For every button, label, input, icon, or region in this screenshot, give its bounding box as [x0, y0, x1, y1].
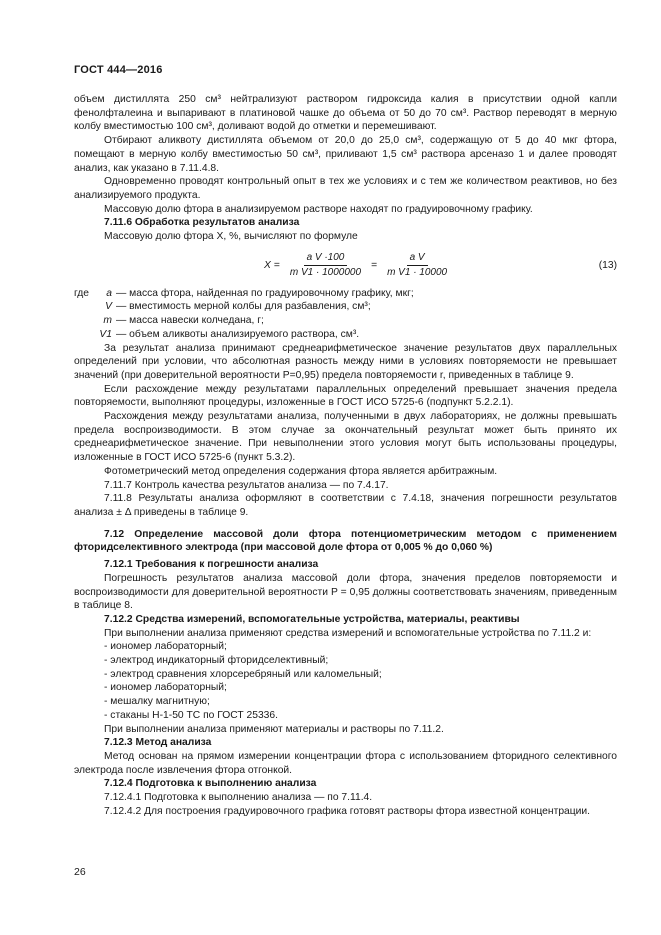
standard-header: ГОСТ 444—2016 — [74, 64, 163, 76]
where-prefix — [74, 328, 96, 342]
formula-13 — [74, 249, 617, 283]
paragraph: объем дистиллята 250 см³ нейтрализуют раствором гидроксида калия в присутствии одной капли фенолфталеина и выпаривают в платиновой чашке до объема от 50 до 70 см³. Раствор переводят в мерную колбу вместимостью 100 см³, доливают водой до отметки и перемешивают. — [74, 94, 617, 133]
formula-number: (13) — [598, 259, 617, 271]
list-item: - мешалку магнитную; — [104, 696, 210, 708]
variable-symbol: a — [106, 287, 112, 299]
paragraph: Массовую долю фтора в анализируемом растворе находят по градуировочному графику. — [104, 203, 533, 215]
variable-definition — [74, 314, 617, 328]
formula-numerator-1: a V ·100 — [304, 251, 348, 266]
paragraph: Массовую долю фтора X, %, вычисляют по формуле — [104, 231, 358, 243]
variable-definition — [74, 287, 617, 301]
formula-fraction-1 — [287, 251, 364, 280]
variable-definition — [74, 300, 617, 314]
paragraph: При выполнении анализа применяют средства измерений и вспомогательные устройства по 7.11.2 и: — [104, 627, 592, 639]
paragraph: Погрешность результатов анализа массовой доли фтора, значения пределов повторяемости и воспроизводимости для доверительной вероятности P = 0,95 должны соответствовать значениям, приведенным в таблице 8. — [74, 572, 617, 612]
paragraph: 7.12.4.1 Подготовка к выполнению анализа — по 7.11.4. — [104, 792, 373, 804]
paragraph: Одновременно проводят контрольный опыт в тех же условиях и с тем же количеством реактивов, но без анализируемого продукта. — [74, 176, 617, 201]
section-heading: 7.12.1 Требования к погрешности анализа — [104, 559, 319, 571]
page-number: 26 — [74, 866, 86, 878]
paragraph: 7.12.4.2 Для построения градуировочного графика готовят растворы фтора известной концентрации. — [104, 805, 591, 817]
paragraph: 7.11.7 Контроль качества результатов анализа — по 7.4.17. — [104, 479, 389, 491]
section-heading: 7.11.6 Обработка результатов анализа — [104, 217, 300, 229]
variable-definition — [74, 328, 617, 342]
paragraph: Отбирают аликвоту дистиллята объемом от 20,0 до 25,0 см³, содержащую от 5 до 40 мкг фтора, помещают в мерную колбу вместимостью 50 см³, приливают 1,5 см³ раствора арсеназо 1 и далее проводят анализ, как указано в 7.11.4.8. — [74, 135, 617, 174]
list-item: - электрод сравнения хлорсеребряный или каломельный; — [104, 668, 382, 680]
variable-symbol: m — [103, 315, 112, 327]
paragraph: За результат анализа принимают среднеарифметическое значение результатов двух параллельных определений при условии, что абсолютная разность между ними в условиях повторяемости не превышает значений (при доверительной вероятности P=0,95) предела повторяемости r, приведенных в таблице 9. — [74, 342, 617, 381]
variable-description: — вместимость мерной колбы для разбавления, см³; — [116, 301, 371, 313]
formula-lhs: X — [264, 259, 271, 271]
formula-denominator-1: m V1 · 1000000 — [289, 267, 362, 279]
section-heading: 7.12.4 Подготовка к выполнению анализа — [104, 778, 317, 790]
paragraph: Метод основан на прямом измерении концентрации фтора с использованием фторидного селективного электрода после извлечения фтора отгонкой. — [74, 750, 617, 776]
paragraph: Фотометрический метод определения содержания фтора является арбитражным. — [104, 465, 498, 477]
paragraph: При выполнении анализа применяют материалы и растворы по 7.11.2. — [104, 723, 444, 735]
variable-description: — масса навески колчедана, г; — [116, 315, 264, 327]
list-item: - стаканы Н-1-50 ТС по ГОСТ 25336. — [104, 709, 279, 721]
paragraph: 7.11.8 Результаты анализа оформляют в соответствии с 7.4.18, значения погрешности результатов анализа ± Δ приведены в таблице 9. — [74, 493, 617, 518]
variable-symbol: V1 — [99, 328, 112, 340]
formula-denominator-2: m V1 · 10000 — [387, 267, 448, 279]
variable-definitions — [74, 287, 617, 342]
section-heading: 7.12.3 Метод анализа — [104, 737, 212, 749]
list-item: - электрод индикаторный фторидселективный; — [104, 655, 329, 667]
where-prefix — [74, 300, 96, 314]
section-heading: 7.12 Определение массовой доли фтора потенциометрическим методом с применением фторидселективного электрода (при массовой доле фтора от 0,005 % до 0,060 %) — [74, 528, 617, 554]
formula-numerator-2: a V — [407, 251, 428, 266]
paragraph: Расхождения между результатами анализа, полученными в двух лабораториях, не должны превышать предела воспроизводимости. В этом случае за окончательный результат может быть принято их среднеарифметическое значение. При невыполнении этого условия могут быть использованы процедуры, изложенные в ГОСТ ИСО 5725-6 (пункт 5.3.2). — [74, 411, 617, 464]
list-item: - иономер лабораторный; — [104, 641, 227, 653]
variable-description: — масса фтора, найденная по градуировочному графику, мкг; — [116, 287, 414, 299]
where-prefix — [74, 314, 96, 328]
formula-equals: = — [273, 259, 280, 271]
formula-fraction-2 — [384, 251, 450, 280]
section-heading: 7.12.2 Средства измерений, вспомогательные устройства, материалы, реактивы — [104, 613, 520, 625]
formula-equals: = — [371, 259, 378, 271]
document-body — [74, 93, 617, 818]
where-prefix: где — [74, 287, 90, 299]
paragraph: Если расхождение между результатами параллельных определений превышает значения предела повторяемости, выполняют процедуры, изложенные в ГОСТ ИСО 5725-6 (подпункт 5.2.2.1). — [74, 383, 617, 409]
list-item: - иономер лабораторный; — [104, 682, 227, 694]
variable-symbol: V — [105, 301, 112, 313]
variable-description: — объем аликвоты анализируемого раствора, см³. — [116, 328, 360, 340]
